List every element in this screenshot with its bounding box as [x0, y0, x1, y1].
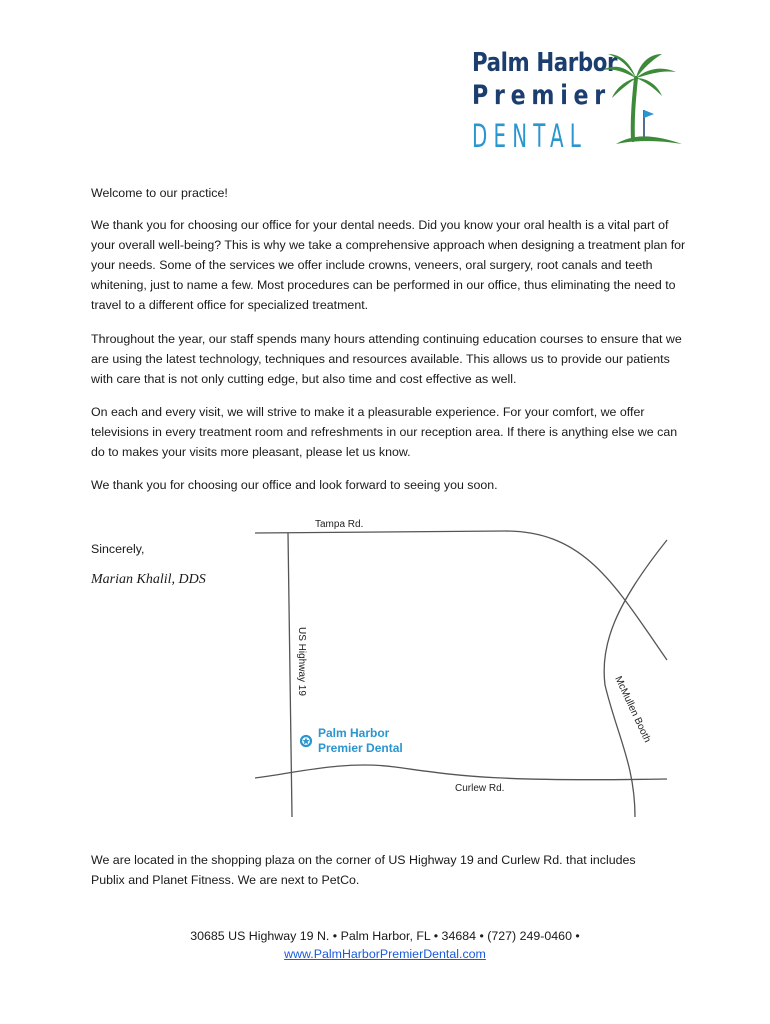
paragraph-services: We thank you for choosing our office for your dental needs. Did you know your oral health is a vital part of your overall well-being? This is why we take a comprehensive approach when designing a treatment plan for your needs. Some of the services we offer include crowns, veneers, oral surgery, root canals and teeth whitening, just to name a few. Most procedures can be performed in our office, thus eliminating the need to travel to a different office for specialized treatment.	[91, 218, 686, 312]
road-tampa	[255, 531, 667, 660]
palm-tree-icon	[596, 48, 686, 160]
label-mcmullen-booth: McMullen Booth	[612, 674, 653, 745]
location-note: We are located in the shopping plaza on the corner of US Highway 19 and Curlew Rd. that includes Publix and Planet Fitness. We are next to PetCo.	[91, 853, 636, 887]
road-curlew	[255, 765, 667, 780]
signature: Marian Khalil, DDS	[91, 572, 206, 587]
paragraph-education: Throughout the year, our staff spends many hours attending continuing education courses to ensure that we are using the latest technology, techniques and resources available. This allows us to provide our patients with care that is not only cutting edge, but also time and cost effective as well.	[91, 332, 682, 386]
footer-address: 30685 US Highway 19 N. • Palm Harbor, FL • 34684 • (727) 249-0460 •	[190, 929, 580, 943]
logo-line-palm-harbor: Palm Harbor	[472, 48, 618, 78]
office-location-marker	[301, 736, 311, 746]
label-tampa-rd: Tampa Rd.	[315, 519, 364, 530]
paragraph-thanks: We thank you for choosing our office and look forward to seeing you soon.	[91, 478, 498, 492]
location-map	[255, 495, 670, 820]
logo-line-premier: Premier	[472, 80, 611, 111]
closing: Sincerely,	[91, 542, 145, 556]
marker-label-line1: Palm Harbor	[318, 726, 390, 740]
practice-logo	[468, 48, 683, 160]
label-us-highway-19: US Highway 19	[296, 627, 307, 696]
greeting: Welcome to our practice!	[91, 186, 228, 200]
label-curlew-rd: Curlew Rd.	[455, 783, 505, 794]
paragraph-comfort: On each and every visit, we will strive to make it a pleasurable experience. For your comfort, we offer televisions in every treatment room and refreshments in our reception area. If there is anything else we can do to makes your visits more pleasant, please let us know.	[91, 405, 678, 459]
marker-label-line2: Premier Dental	[318, 741, 403, 755]
logo-line-dental: DENTAL	[472, 117, 588, 155]
road-us19	[288, 533, 292, 817]
website-link[interactable]: www.PalmHarborPremierDental.com	[284, 947, 486, 961]
